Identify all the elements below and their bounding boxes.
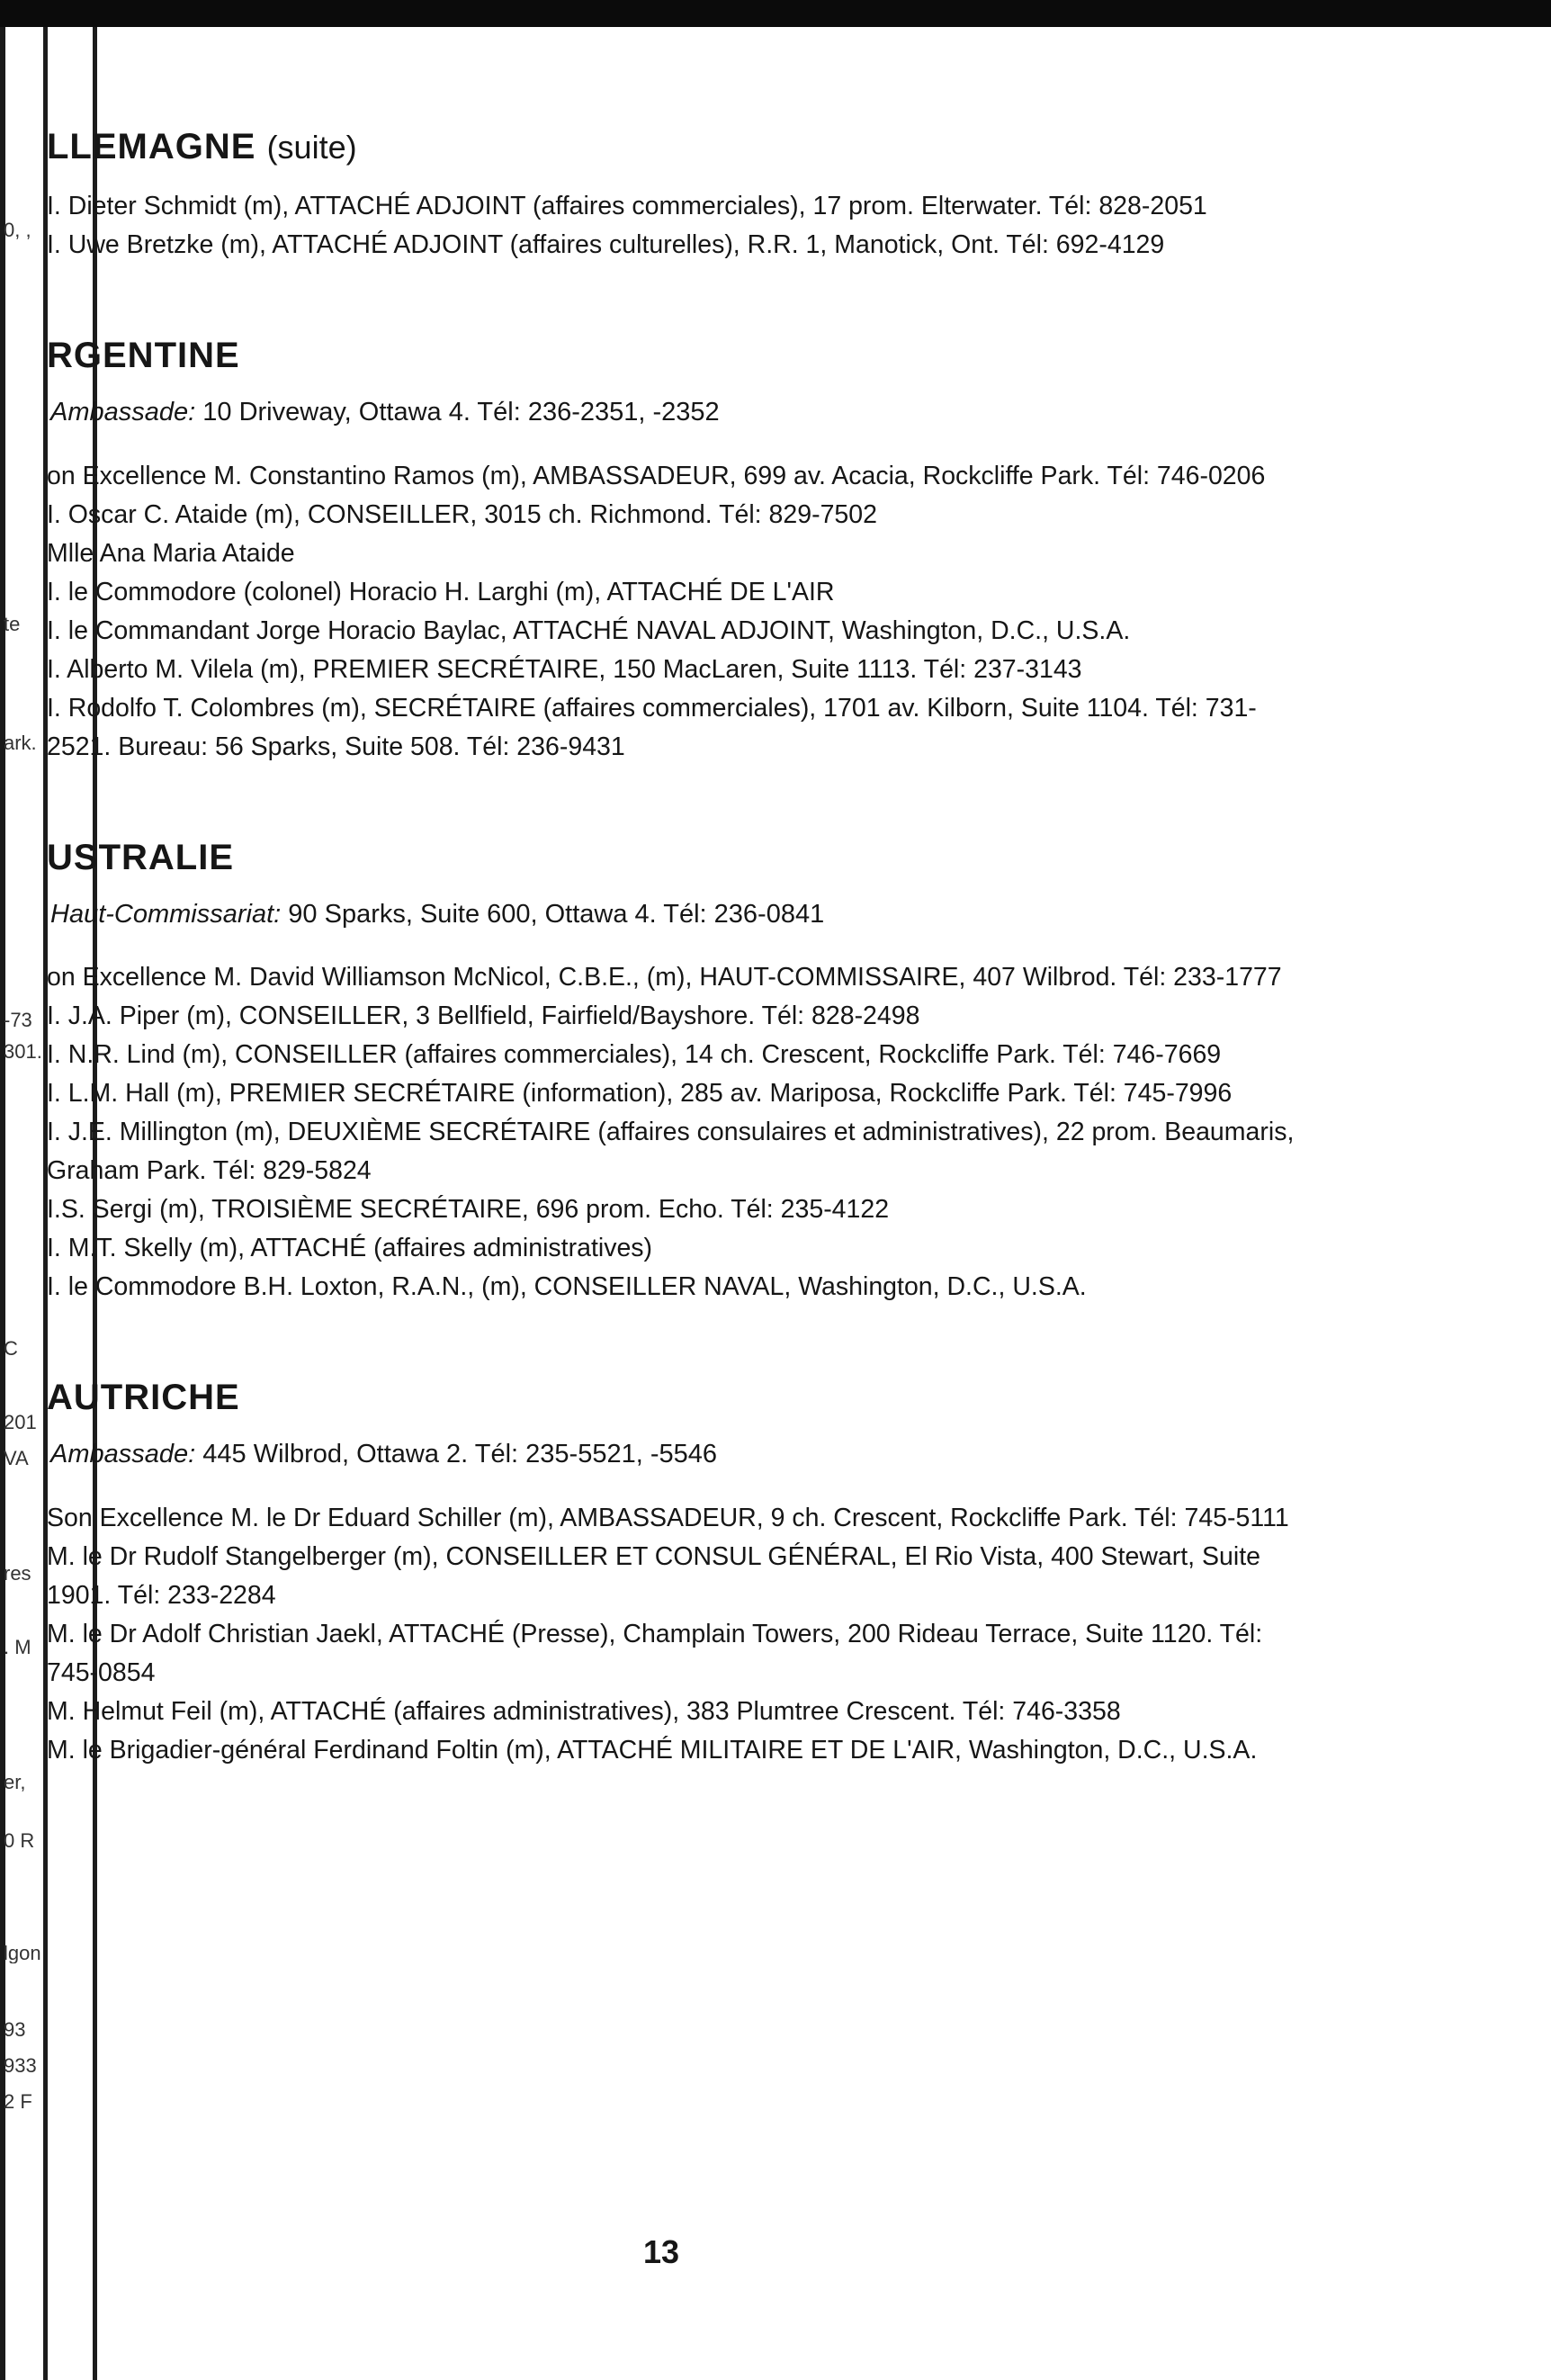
margin-fragment: 93 [4, 2020, 26, 2040]
directory-entry: I. M.T. Skelly (m), ATTACHÉ (affaires administratives) [47, 1234, 653, 1263]
margin-fragment: 301. [4, 1042, 42, 1062]
margin-fragment: VA [4, 1449, 29, 1468]
directory-entry: I. Oscar C. Ataide (m), CONSEILLER, 3015 ch. Richmond. Tél: 829-7502 [47, 499, 877, 529]
scan-top-band [0, 0, 1551, 27]
section-title [47, 126, 1306, 167]
page-number: 13 [642, 2233, 680, 2270]
address-text: 90 Sparks, Suite 600, Ottawa 4. Tél: 236-0841 [288, 899, 825, 929]
margin-fragment: 0 R [4, 1831, 35, 1851]
address-label: Ambassade: [50, 398, 196, 427]
directory-entry: M. le Dr Adolf Christian Jaekl, ATTACHÉ (Presse), Champlain Towers, 200 Rideau Terrace, Suite 1120. Tél: 745-0854 [47, 1620, 1263, 1688]
address-label: Haut-Commissariat: [50, 899, 282, 929]
directory-entry: M. Helmut Feil (m), ATTACHÉ (affaires administratives), 383 Plumtree Crescent. Tél: 746-3358 [47, 1697, 1121, 1727]
directory-entry: I. Dieter Schmidt (m), ATTACHÉ ADJOINT (affaires commerciales), 17 prom. Elterwater. Tél: 828-2051 [47, 192, 1207, 220]
section-allemagne [47, 126, 1306, 265]
section-title: USTRALIE [47, 837, 234, 877]
section-australie [47, 837, 1306, 1307]
address-text: 10 Driveway, Ottawa 4. Tél: 236-2351, -2352 [202, 398, 720, 427]
directory-entry: I. le Commodore (colonel) Horacio H. Larghi (m), ATTACHÉ DE L'AIR [47, 577, 835, 606]
directory-entry: Mlle Ana Maria Ataide [47, 538, 295, 568]
directory-content [47, 126, 1306, 1840]
margin-fragment: 201 [4, 1413, 37, 1432]
directory-entry: I. J.E. Millington (m), DEUXIÈME SECRÉTAIRE (affaires consulaires et administratives), 22 prom. Beaumaris, Graham Park. Tél: 829-5824 [47, 1118, 1295, 1186]
directory-entry: on Excellence M. David Williamson McNicol, C.B.E., (m), HAUT-COMMISSAIRE, 407 Wilbrod. Tél: 233-1777 [47, 963, 1282, 992]
directory-entry: I. L.M. Hall (m), PREMIER SECRÉTAIRE (information), 285 av. Mariposa, Rockcliffe Park. Tél: 745-7996 [47, 1079, 1233, 1109]
section-title: AUTRICHE [47, 1378, 240, 1418]
directory-entry: I. le Commandant Jorge Horacio Baylac, ATTACHÉ NAVAL ADJOINT, Washington, D.C., U.S.A. [47, 615, 1131, 645]
directory-entry: on Excellence M. Constantino Ramos (m), AMBASSADEUR, 699 av. Acacia, Rockcliffe Park. Tél: 746-0206 [47, 461, 1266, 490]
directory-entry: Son Excellence M. le Dr Eduard Schiller (m), AMBASSADEUR, 9 ch. Crescent, Rockcliffe Park. Tél: 745-5111 [47, 1504, 1289, 1533]
directory-entry: I. N.R. Lind (m), CONSEILLER (affaires commerciales), 14 ch. Crescent, Rockcliffe Park. Tél: 746-7669 [47, 1040, 1222, 1070]
embassy-address [50, 1438, 1306, 1472]
directory-entry: I.S. Sergi (m), TROISIÈME SECRÉTAIRE, 696 prom. Echo. Tél: 235-4122 [47, 1195, 890, 1225]
directory-entry: I. J.A. Piper (m), CONSEILLER, 3 Bellfield, Fairfield/Bayshore. Tél: 828-2498 [47, 1001, 920, 1031]
margin-fragment: lgon [4, 1944, 41, 1963]
margin-fragment: er, [4, 1773, 26, 1792]
margin-fragment: 2 F [4, 2092, 32, 2112]
margin-fragment: te [4, 615, 21, 634]
margin-fragment: . M [4, 1638, 31, 1657]
margin-fragment: 0, , [4, 220, 31, 240]
section-autriche [47, 1377, 1306, 1770]
margin-fragment: 933 [4, 2056, 37, 2076]
margin-fragment: res [4, 1564, 31, 1584]
embassy-address [50, 898, 1306, 932]
directory-entry: I. Alberto M. Vilela (m), PREMIER SECRÉTAIRE, 150 MacLaren, Suite 1113. Tél: 237-3143 [47, 654, 1082, 684]
directory-entry: M. le Dr Rudolf Stangelberger (m), CONSEILLER ET CONSUL GÉNÉRAL, El Rio Vista, 400 Stewart, Suite 1901. Tél: 233-2284 [47, 1542, 1260, 1611]
directory-entry: I. le Commodore B.H. Loxton, R.A.N., (m), CONSEILLER NAVAL, Washington, D.C., U.S.A. [47, 1272, 1087, 1302]
directory-entry: I. Uwe Bretzke (m), ATTACHÉ ADJOINT (affaires culturelles), R.R. 1, Manotick, Ont. Tél: 692-4129 [47, 230, 1165, 259]
embassy-address [50, 396, 1306, 430]
section-title: RGENTINE [47, 336, 240, 375]
section-suffix: (suite) [266, 129, 357, 166]
address-text: 445 Wilbrod, Ottawa 2. Tél: 235-5521, -5546 [202, 1440, 718, 1469]
directory-entry: I. Rodolfo T. Colombres (m), SECRÉTAIRE (affaires commerciales), 1701 av. Kilborn, Suite 1104. Tél: 731-2521. Bureau: 56 Sparks, Suite 508. Tél: 236-9431 [47, 693, 1257, 761]
section-argentine [47, 335, 1306, 767]
address-label: Ambassade: [50, 1440, 196, 1469]
directory-entry: M. le Brigadier-général Ferdinand Foltin (m), ATTACHÉ MILITAIRE ET DE L'AIR, Washington, D.C., U.S.A. [47, 1736, 1258, 1765]
country-name: LLEMAGNE [47, 127, 256, 166]
margin-fragment: -73 [4, 1010, 32, 1030]
margin-fragment: ark. [4, 733, 37, 753]
margin-fragment: C [4, 1339, 18, 1359]
